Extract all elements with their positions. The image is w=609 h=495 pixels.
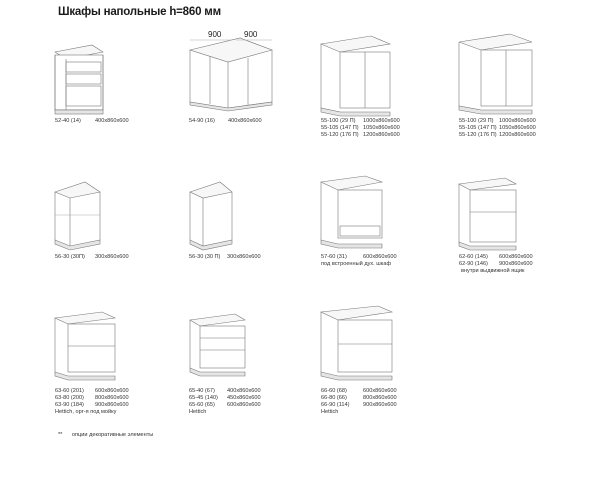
code: 55-105 (147 П) [459,125,497,131]
footnote-mark: ** [58,432,63,438]
code: 55-100 (29 П) [321,118,356,124]
cabinet-drawing-52-40 [55,45,103,114]
caption-56-30-a [55,254,129,261]
page-title: Шкафы напольные h=860 мм [58,6,221,18]
dimension: 1200x860x600 [499,132,536,138]
corner-dim-right: 900 [244,30,258,39]
dimension: 600x860x600 [499,254,533,260]
code: 66-80 (66) [321,395,347,401]
code: 57-60 (31) [321,254,347,260]
caption-note: Hettich, орг-я под мойку [55,409,117,415]
code: 55-120 (176 П) [459,132,497,138]
code: 56-30 (30 П) [189,254,221,260]
code: 55-100 (29 П) [459,118,494,124]
caption-54-90 [189,118,262,125]
corner-dim-left: 900 [208,30,222,39]
code: 52-40 (14) [55,118,81,124]
dimension: 300x860x600 [95,254,129,260]
cabinet-drawing-63-60 [55,312,115,380]
code: 62-60 (145) [459,254,488,260]
cabinet-drawing-55-100-b [459,34,532,114]
code: 65-40 (67) [189,388,215,394]
caption-56-30-b [189,254,259,261]
caption-note: внутри выдвижной ящик [461,268,525,274]
dimension: 1050x860x600 [363,125,400,131]
code: 54-90 (16) [189,118,215,124]
caption-63-60 [55,388,133,416]
footnote [58,432,153,438]
dimension: 400x860x600 [227,388,261,394]
caption-66-60 [321,388,399,416]
dimension: 1050x860x600 [499,125,536,131]
cabinet-drawing-56-30-a [55,182,100,250]
code: 55-120 (176 П) [321,132,359,138]
code: 55-105 (147 П) [321,125,359,131]
code: 65-60 (65) [189,402,215,408]
code: 56-30 (30П) [55,254,85,260]
caption-57-60 [321,254,399,268]
footnote-text: опции декоративные элементы [71,432,154,438]
dimension: 1000x860x600 [499,118,536,124]
dimension: 600x860x600 [95,388,129,394]
code: 62-90 (146) [459,261,488,267]
cabinet-drawing-66-60 [321,306,392,380]
code: 66-60 (68) [321,388,347,394]
dimension: 800x860x600 [95,395,129,401]
dimension: 400x860x600 [228,118,262,124]
code: 63-60 (201) [55,388,84,394]
dimension: 900x860x600 [95,402,129,408]
dimension: 900x860x600 [363,402,397,408]
caption-note: Hettich [321,409,339,415]
dimension: 600x860x600 [363,254,397,260]
dimension: 300x860x600 [227,254,261,260]
dimension: 1200x860x600 [363,132,400,138]
dimension: 900x860x600 [499,261,533,267]
dimension: 400x860x600 [95,118,129,124]
code: 65-45 (140) [189,395,218,401]
caption-65-40 [189,388,267,416]
code: 63-90 (184) [55,402,84,408]
cabinet-drawing-62-60 [459,178,516,250]
caption-62-60 [459,254,537,275]
dimension: 1000x860x600 [363,118,400,124]
cabinet-drawing-56-30-b [190,182,232,250]
caption-52-40 [55,118,129,125]
cabinet-drawing-57-60 [321,176,382,248]
dimension: 450x860x600 [227,395,261,401]
caption-note: под встроенный дух. шкаф [321,261,392,267]
cabinet-drawing-65-40 [190,314,245,376]
dimension: 600x860x600 [227,402,261,408]
cabinet-drawing-54-90 [190,38,272,111]
caption-55-100-b [459,118,537,139]
caption-note: Hettich [189,409,207,415]
code: 66-90 (114) [321,402,350,408]
cabinet-drawing-55-100-a [321,36,390,116]
code: 63-80 (200) [55,395,84,401]
dimension: 600x860x600 [363,388,397,394]
caption-55-100-a [321,118,399,139]
dimension: 800x860x600 [363,395,397,401]
